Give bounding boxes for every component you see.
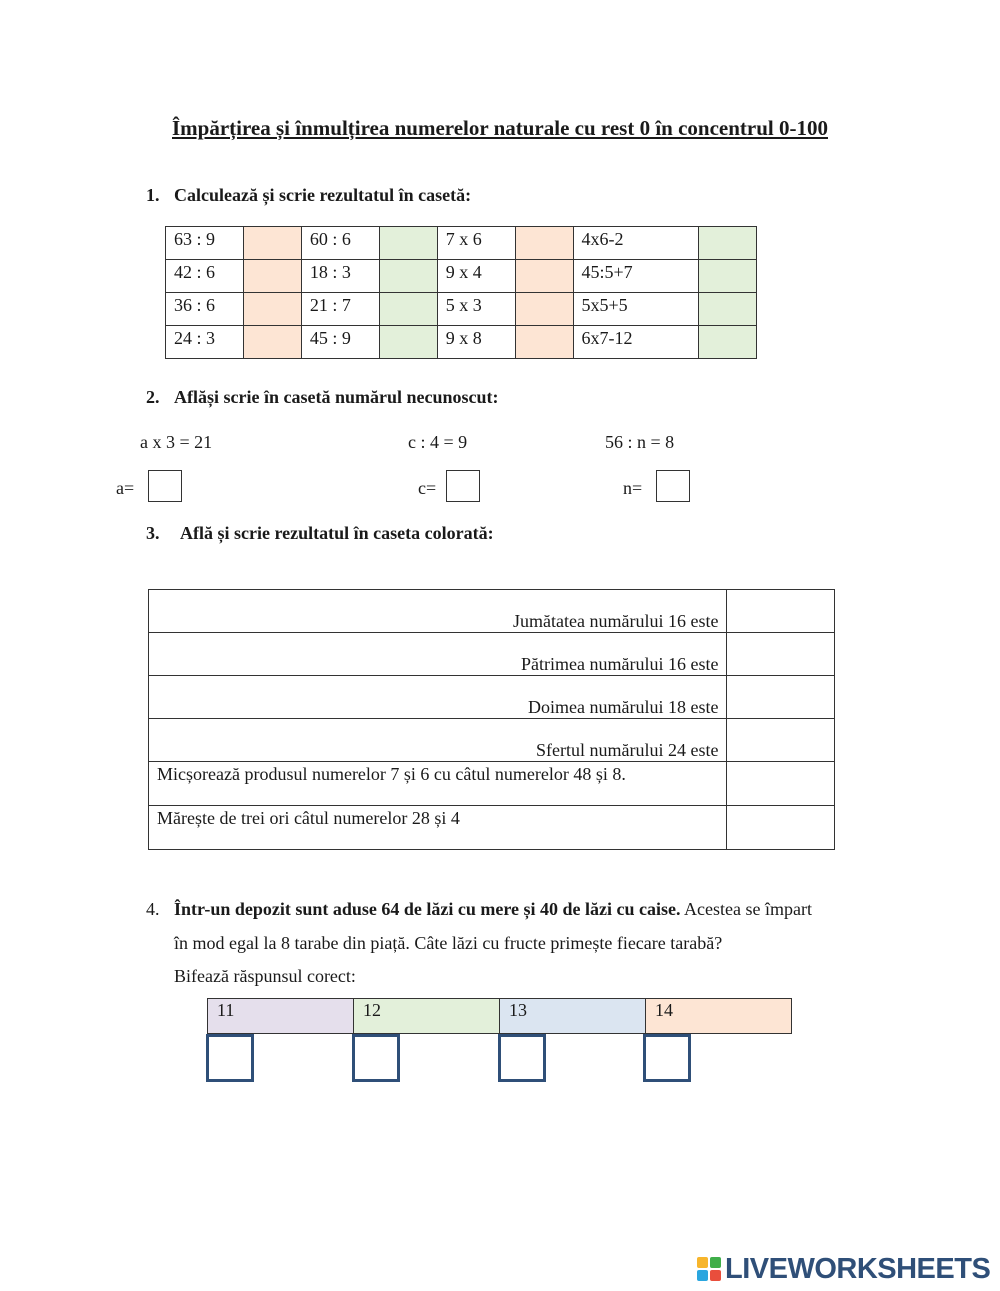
calc-expression: 42 : 6 bbox=[166, 260, 244, 293]
answer-box[interactable] bbox=[699, 260, 757, 293]
q2-heading bbox=[146, 387, 498, 408]
option-11: 11 bbox=[208, 999, 354, 1033]
answer-box[interactable] bbox=[379, 293, 437, 326]
calc-expression: 5x5+5 bbox=[573, 293, 699, 326]
q2-number: 2. bbox=[146, 387, 160, 407]
table-row bbox=[149, 676, 835, 719]
option-13: 13 bbox=[500, 999, 646, 1033]
logo-mark-icon bbox=[697, 1257, 721, 1281]
answer-box[interactable] bbox=[515, 227, 573, 260]
calc-expression: 4x6-2 bbox=[573, 227, 699, 260]
calc-expression: 21 : 7 bbox=[301, 293, 379, 326]
q1-heading bbox=[146, 185, 471, 206]
answer-box[interactable] bbox=[515, 260, 573, 293]
answer-box[interactable] bbox=[727, 762, 835, 806]
word-problems-table bbox=[148, 589, 835, 850]
q1-number: 1. bbox=[146, 185, 160, 205]
table-row bbox=[149, 762, 835, 806]
calc-expression: 18 : 3 bbox=[301, 260, 379, 293]
q4-prompt: Bifează răspunsul corect: bbox=[174, 966, 356, 986]
checkbox-12[interactable] bbox=[352, 1034, 400, 1082]
label-n: n= bbox=[623, 478, 643, 498]
problem-text: Sfertul numărului 24 este bbox=[149, 719, 727, 762]
option-14: 14 bbox=[646, 999, 791, 1033]
calc-expression: 7 x 6 bbox=[437, 227, 515, 260]
liveworksheets-logo bbox=[697, 1253, 990, 1285]
answer-box[interactable] bbox=[699, 326, 757, 359]
calc-expression: 9 x 8 bbox=[437, 326, 515, 359]
calc-expression: 63 : 9 bbox=[166, 227, 244, 260]
table-row bbox=[149, 806, 835, 850]
answer-box[interactable] bbox=[727, 633, 835, 676]
calc-expression: 9 x 4 bbox=[437, 260, 515, 293]
calc-expression: 24 : 3 bbox=[166, 326, 244, 359]
answer-box[interactable] bbox=[244, 293, 302, 326]
problem-text: Mărește de trei ori câtul numerelor 28 și 4 bbox=[149, 806, 727, 850]
table-row bbox=[149, 719, 835, 762]
answer-box[interactable] bbox=[699, 227, 757, 260]
problem-text: Pătrimea numărului 16 este bbox=[149, 633, 727, 676]
calc-expression: 6x7-12 bbox=[573, 326, 699, 359]
answer-box[interactable] bbox=[515, 326, 573, 359]
calc-expression: 60 : 6 bbox=[301, 227, 379, 260]
answer-box[interactable] bbox=[699, 293, 757, 326]
equation-c: c : 4 = 9 bbox=[408, 432, 468, 452]
q4-paragraph bbox=[146, 894, 812, 924]
q2-instruction: Aflăși scrie în casetă numărul necunoscut: bbox=[174, 387, 499, 407]
answer-box[interactable] bbox=[727, 806, 835, 850]
page-title: Împărțirea și înmulțirea numerelor naturale cu rest 0 în concentrul 0-100 bbox=[172, 116, 828, 140]
q3-heading bbox=[146, 523, 494, 544]
label-a: a= bbox=[116, 478, 135, 498]
answer-box[interactable] bbox=[727, 676, 835, 719]
checkbox-11[interactable] bbox=[206, 1034, 254, 1082]
answer-box-c[interactable] bbox=[446, 470, 480, 502]
problem-text: Doimea numărului 18 este bbox=[149, 676, 727, 719]
answer-box[interactable] bbox=[244, 326, 302, 359]
q4-text-2: în mod egal la 8 tarabe din piață. Câte lăzi cu fructe primește fiecare tarabă? bbox=[174, 933, 723, 953]
answer-box-a[interactable] bbox=[148, 470, 182, 502]
q4-bold-text: Într-un depozit sunt aduse 64 de lăzi cu mere și 40 de lăzi cu caise. bbox=[174, 899, 681, 919]
answer-box[interactable] bbox=[379, 326, 437, 359]
table-row bbox=[166, 227, 757, 260]
equation-n: 56 : n = 8 bbox=[605, 432, 675, 452]
q3-instruction: Află și scrie rezultatul în caseta colorată: bbox=[180, 523, 494, 543]
answer-box[interactable] bbox=[515, 293, 573, 326]
answer-options bbox=[207, 998, 792, 1034]
q3-number: 3. bbox=[146, 523, 160, 543]
label-c: c= bbox=[418, 478, 437, 498]
answer-box[interactable] bbox=[244, 227, 302, 260]
checkbox-14[interactable] bbox=[643, 1034, 691, 1082]
table-row bbox=[149, 633, 835, 676]
option-12: 12 bbox=[354, 999, 500, 1033]
calc-expression: 45 : 9 bbox=[301, 326, 379, 359]
table-row bbox=[166, 260, 757, 293]
calc-expression: 45:5+7 bbox=[573, 260, 699, 293]
calc-expression: 5 x 3 bbox=[437, 293, 515, 326]
calc-expression: 36 : 6 bbox=[166, 293, 244, 326]
answer-box[interactable] bbox=[379, 227, 437, 260]
table-row bbox=[149, 590, 835, 633]
table-row bbox=[166, 293, 757, 326]
table-row bbox=[166, 326, 757, 359]
answer-box[interactable] bbox=[727, 590, 835, 633]
logo-text: LIVEWORKSHEETS bbox=[725, 1252, 991, 1285]
q1-instruction: Calculează și scrie rezultatul în casetă: bbox=[174, 185, 472, 205]
q4-text-1: Acestea se împart bbox=[680, 899, 812, 919]
answer-box[interactable] bbox=[244, 260, 302, 293]
answer-box[interactable] bbox=[727, 719, 835, 762]
q4-number: 4. bbox=[146, 899, 160, 919]
equation-a: a x 3 = 21 bbox=[140, 432, 213, 452]
checkbox-13[interactable] bbox=[498, 1034, 546, 1082]
calc-table bbox=[165, 226, 757, 359]
problem-text: Micșorează produsul numerelor 7 și 6 cu câtul numerelor 48 și 8. bbox=[149, 762, 727, 806]
answer-box[interactable] bbox=[379, 260, 437, 293]
problem-text: Jumătatea numărului 16 este bbox=[149, 590, 727, 633]
answer-box-n[interactable] bbox=[656, 470, 690, 502]
